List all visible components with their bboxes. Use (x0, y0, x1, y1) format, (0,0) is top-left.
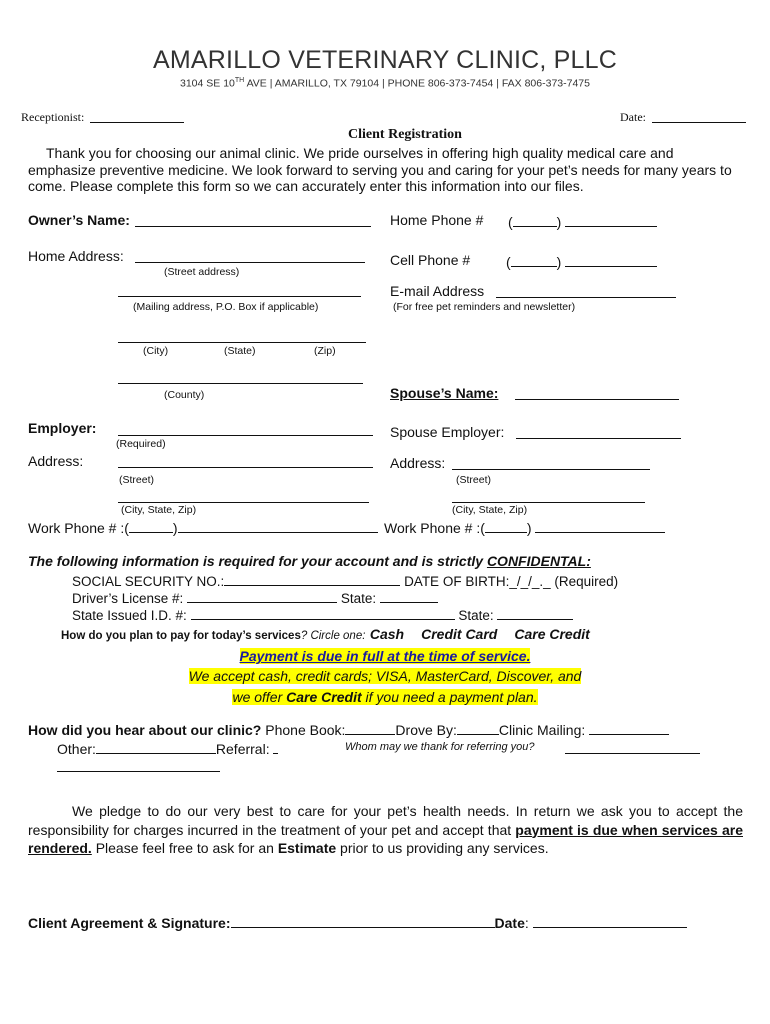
paren: ( (506, 254, 511, 270)
cell-phone-field[interactable] (506, 252, 657, 270)
spouse-name-label: Spouse’s Name: (390, 385, 499, 401)
mailing-address-hint: (Mailing address, P.O. Box if applicable) (133, 301, 319, 313)
employer-field[interactable] (118, 435, 373, 436)
signature-date-field[interactable] (533, 913, 687, 928)
spouse-city-hint: (City, State, Zip) (452, 504, 528, 516)
state-hint: (State) (224, 345, 256, 357)
spouse-city-field[interactable] (452, 502, 645, 503)
signature-row: Client Agreement & Signature: Date: (28, 913, 687, 931)
pledge-text: We pledge to do our very best to care for your pet’s health needs. In return we ask you to accept the responsibility for charges incurred in the treatment of your pet and accept that (28, 803, 743, 838)
accept-line-1: We accept cash, credit cards; VISA, MasterCard, Discover, and (188, 668, 582, 684)
home-phone-area[interactable] (513, 212, 557, 227)
work-phone-label (28, 518, 378, 536)
payment-option-care-credit[interactable]: Care Credit (514, 626, 590, 642)
pledge-paragraph (28, 802, 743, 858)
accept-text: if you need a payment plan. (361, 689, 538, 705)
heading-underlined: CONFIDENTAL: (486, 553, 591, 569)
pledge-text: Please feel free to ask for an (91, 840, 278, 856)
paren: ( (508, 214, 513, 230)
spouse-work-phone-area[interactable] (485, 518, 527, 533)
ssn-field[interactable] (224, 571, 400, 586)
heading-text: The following information is required for your account and is strictly (28, 553, 487, 569)
dob-label: DATE OF BIRTH: (404, 574, 510, 589)
email-label: E-mail Address (390, 283, 485, 299)
employer-required-hint: (Required) (116, 438, 166, 450)
spouse-work-phone-number[interactable] (535, 518, 665, 533)
state-id-state-field[interactable] (497, 605, 573, 620)
receptionist-label: Receptionist: (21, 110, 85, 124)
accept-care-credit: Care Credit (286, 689, 362, 705)
employer-street-hint: (Street) (119, 474, 155, 486)
payment-row (61, 626, 590, 644)
paren: ) (172, 520, 178, 536)
license-state-field[interactable] (380, 588, 438, 603)
work-phone-area-field[interactable] (129, 518, 173, 533)
thank-field[interactable] (565, 753, 700, 754)
spouse-name-field[interactable] (515, 399, 679, 400)
employer-street-field[interactable] (118, 467, 373, 468)
clinic-name: AMARILLO VETERINARY CLINIC, PLLC (153, 46, 617, 74)
confidential-heading (28, 553, 591, 569)
drove-by-label: Drove By: (395, 722, 457, 738)
email-field[interactable] (496, 297, 676, 298)
clinic-mailing-label: Clinic Mailing: (498, 722, 586, 738)
home-address-label: Home Address: (28, 248, 124, 264)
receptionist-field[interactable] (90, 122, 184, 123)
drove-by-field[interactable] (457, 720, 499, 735)
home-phone-number[interactable] (565, 212, 657, 227)
ssn-label: SOCIAL SECURITY NO.: (72, 574, 225, 589)
accept-text: we offer (232, 689, 287, 705)
signature-field[interactable] (231, 913, 495, 928)
home-phone-field[interactable] (508, 212, 657, 230)
license-field[interactable] (187, 588, 337, 603)
zip-hint: (Zip) (314, 345, 336, 357)
payment-option-credit-card[interactable]: Credit Card (421, 626, 498, 642)
employer-city-field[interactable] (118, 502, 369, 503)
paren: ) (556, 214, 562, 230)
work-phone-text: Work Phone # :( (384, 520, 485, 536)
license-state-label: State: (340, 591, 377, 606)
city-hint: (City) (143, 345, 169, 357)
thank-label: Whom may we thank for referring you? (345, 741, 535, 753)
payment-question: How do you plan to pay for today’s services (61, 630, 301, 642)
accept-line-1-row (0, 668, 770, 684)
city-state-zip-field[interactable] (118, 342, 366, 343)
date-label: Date: (620, 110, 646, 124)
work-phone-text: Work Phone # :( (28, 520, 129, 536)
ssn-row (72, 571, 618, 589)
spouse-street-hint: (Street) (456, 474, 492, 486)
referral-label: Referral: (215, 741, 270, 757)
pledge-underlined: payment is due when services are rendered. (28, 821, 743, 856)
employer-address-label: Address: (28, 453, 84, 469)
owners-name-field[interactable] (135, 226, 371, 227)
address-part: AVE | AMARILLO, TX 79104 | PHONE 806-373-7454 | FAX 806-373-7475 (244, 77, 590, 90)
address-part: 3104 SE 10 (180, 77, 235, 90)
intro-paragraph: Thank you for choosing our animal clinic. We pride ourselves in offering high quality medical care and emphasize preventive medicine. We look forward to serving you and caring for your pet’s needs for many years to come. Please complete this form so we can accurately enter this information into our files. (28, 145, 732, 194)
clinic-mailing-field[interactable] (589, 720, 669, 735)
cell-phone-number[interactable] (565, 252, 657, 267)
referral-field[interactable] (273, 739, 278, 754)
other-continued-field[interactable] (57, 771, 220, 772)
date-field[interactable] (652, 122, 746, 123)
phone-book-label: Phone Book: (265, 722, 346, 738)
accept-line-2-row (0, 689, 770, 705)
referral-question: How did you hear about our clinic? (28, 722, 262, 738)
work-phone-number-field[interactable] (178, 518, 378, 533)
form-title: Client Registration (348, 127, 462, 142)
payment-due-row (0, 648, 770, 664)
spouse-employer-label: Spouse Employer: (390, 424, 505, 440)
spouse-employer-field[interactable] (516, 438, 681, 439)
county-field[interactable] (118, 383, 363, 384)
paren: ) (526, 520, 532, 536)
dob-field[interactable]: _/_/_._ (509, 574, 551, 589)
state-id-row (72, 605, 573, 623)
state-id-field[interactable] (191, 605, 455, 620)
other-row (57, 739, 278, 757)
state-id-label: State Issued I.D. #: (72, 608, 187, 623)
pledge-estimate: Estimate (277, 840, 337, 856)
payment-circle: ? Circle one: (300, 630, 366, 642)
license-row (72, 588, 438, 606)
email-hint: (For free pet reminders and newsletter) (393, 301, 576, 313)
other-label: Other: (57, 741, 96, 757)
address-sup: TH (234, 77, 245, 84)
employer-label: Employer: (28, 420, 97, 436)
mailing-address-field[interactable] (118, 296, 361, 297)
pledge-text: prior to us providing any services. (336, 840, 549, 856)
spouse-address-label: Address: (390, 455, 446, 471)
clinic-address (0, 77, 770, 90)
payment-option-cash[interactable]: Cash (369, 626, 405, 642)
spouse-work-phone-label (384, 518, 665, 536)
payment-due-notice: Payment is due in full at the time of service. (239, 648, 531, 664)
spouse-street-field[interactable] (452, 469, 650, 470)
street-address-hint: (Street address) (164, 266, 240, 278)
signature-date-label: Date (494, 915, 525, 931)
street-address-field[interactable] (135, 262, 365, 263)
state-id-state-label: State: (458, 608, 494, 623)
signature-label: Client Agreement & Signature: (28, 915, 231, 931)
dob-required: (Required) (554, 574, 619, 589)
referral-row (28, 720, 669, 738)
paren: ) (556, 254, 562, 270)
owners-name-label: Owner’s Name: (28, 212, 130, 228)
accept-line-2 (232, 689, 537, 705)
cell-phone-label: Cell Phone # (390, 252, 471, 268)
county-hint: (County) (164, 389, 205, 401)
license-label: Driver’s License #: (72, 591, 184, 606)
cell-phone-area[interactable] (511, 252, 557, 267)
other-field[interactable] (96, 739, 216, 754)
home-phone-label: Home Phone # (390, 212, 484, 228)
phone-book-field[interactable] (345, 720, 395, 735)
employer-city-hint: (City, State, Zip) (121, 504, 197, 516)
